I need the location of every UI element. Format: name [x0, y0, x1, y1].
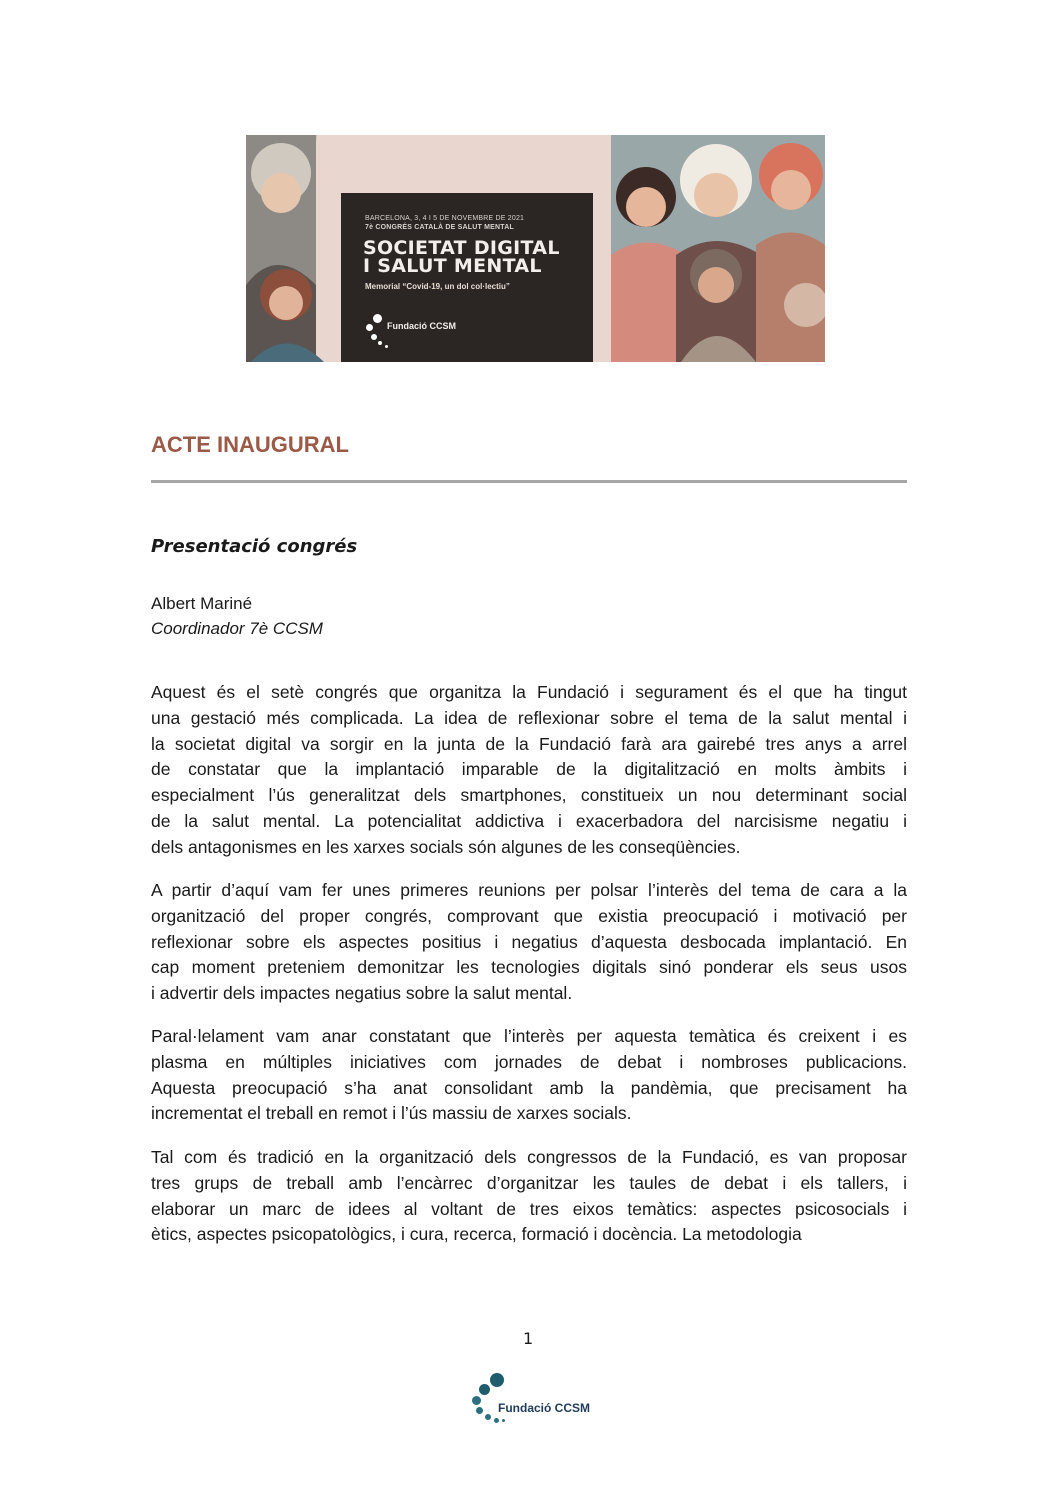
paragraph-line: dels antagonismes en les xarxes socials són algunes de les conseqüències. [151, 836, 741, 857]
paragraph-line: A partir d’aquí vam fer unes primeres reunions per polsar l’interès del tema de cara a la [151, 880, 907, 900]
paragraph-line: la societat digital va sorgir en la junta de la Fundació farà ara gairebé tres anys a arrel [151, 733, 907, 754]
paragraph-line: tres grups de treball amb l’encàrrec d’organitzar les taules de debat i els tallers, i [151, 1172, 907, 1193]
poster-dates: BARCELONA, 3, 4 I 5 DE NOVEMBRE DE 2021 [365, 215, 525, 222]
paragraph-line: plasma en múltiples iniciatives com jornades de debat i nombroses publicacions. [151, 1051, 907, 1072]
paragraph-line: i advertir dels impactes negatius sobre la salut mental. [151, 983, 573, 1004]
paragraph-line: elaborar un marc de idees al voltant de tres eixos temàtics: aspectes psicosocials i [151, 1198, 907, 1219]
paragraph-line: organització del proper congrés, comprovant que existia preocupació i motivació per [151, 905, 907, 926]
paragraph-3 [151, 1024, 907, 1127]
paragraph-line: Paral·lelament vam anar constatant que l’interès per aquesta temàtica és creixent i es [151, 1026, 907, 1046]
section-title: ACTE INAUGURAL [151, 432, 349, 457]
poster-logo-text: Fundació CCSM [387, 321, 456, 331]
fundacio-ccsm-logo [466, 1371, 596, 1427]
paragraph-line: una gestació més complicada. La idea de reflexionar sobre el tema de la salut mental i [151, 707, 907, 728]
paragraph-1 [151, 680, 907, 861]
paragraph-line: Aquest és el setè congrés que organitza la Fundació i segurament és el que ha tingut [151, 682, 907, 702]
paragraph-line: reflexionar sobre els aspectes positius i negatius d’aquesta desbocada implantació. En [151, 931, 907, 952]
paragraph-line: Tal com és tradició en la organització dels congressos de la Fundació, es van proposar [151, 1147, 907, 1167]
section-divider [151, 480, 907, 483]
paragraph-line: especialment l’ús generalitzat dels smartphones, constitueix un nou determinant social [151, 785, 907, 806]
page-number: 1 [523, 1329, 534, 1348]
poster-title-line1: SOCIETAT DIGITAL [363, 237, 560, 259]
author-name: Albert Mariné [151, 594, 253, 613]
congress-poster [341, 193, 593, 362]
poster-congress-name: 7è CONGRÉS CATALÀ DE SALUT MENTAL [365, 224, 514, 231]
poster-title-line2: I SALUT MENTAL [363, 255, 542, 277]
author-role: Coordinador 7è CCSM [151, 619, 323, 638]
poster-memorial: Memorial “Covid-19, un dol col·lectiu” [365, 282, 510, 291]
paragraph-2 [151, 878, 907, 1007]
paragraph-line: incrementat el treball en remot i l’ús massiu de xarxes socials. [151, 1103, 632, 1124]
footer-logo-text: Fundació CCSM [498, 1401, 590, 1415]
paragraph-line: ètics, aspectes psicopatològics, i cura, recerca, formació i docència. La metodologia [151, 1224, 802, 1245]
paragraph-4 [151, 1145, 907, 1248]
paragraph-line: Aquesta preocupació s’ha anat consolidant amb la pandèmia, que precisament ha [151, 1077, 907, 1098]
paragraph-line: de constatar que la implantació imparable de la digitalització en molts àmbits i [151, 759, 907, 780]
article-subtitle: Presentació congrés [151, 536, 358, 557]
paragraph-line: cap moment preteniem demonitzar les tecnologies digitals sinó ponderar els seus usos [151, 957, 907, 978]
paragraph-line: de la salut mental. La potencialitat addictiva i exacerbadora del narcisisme negatiu i [151, 810, 907, 831]
congress-banner-image [246, 135, 825, 362]
